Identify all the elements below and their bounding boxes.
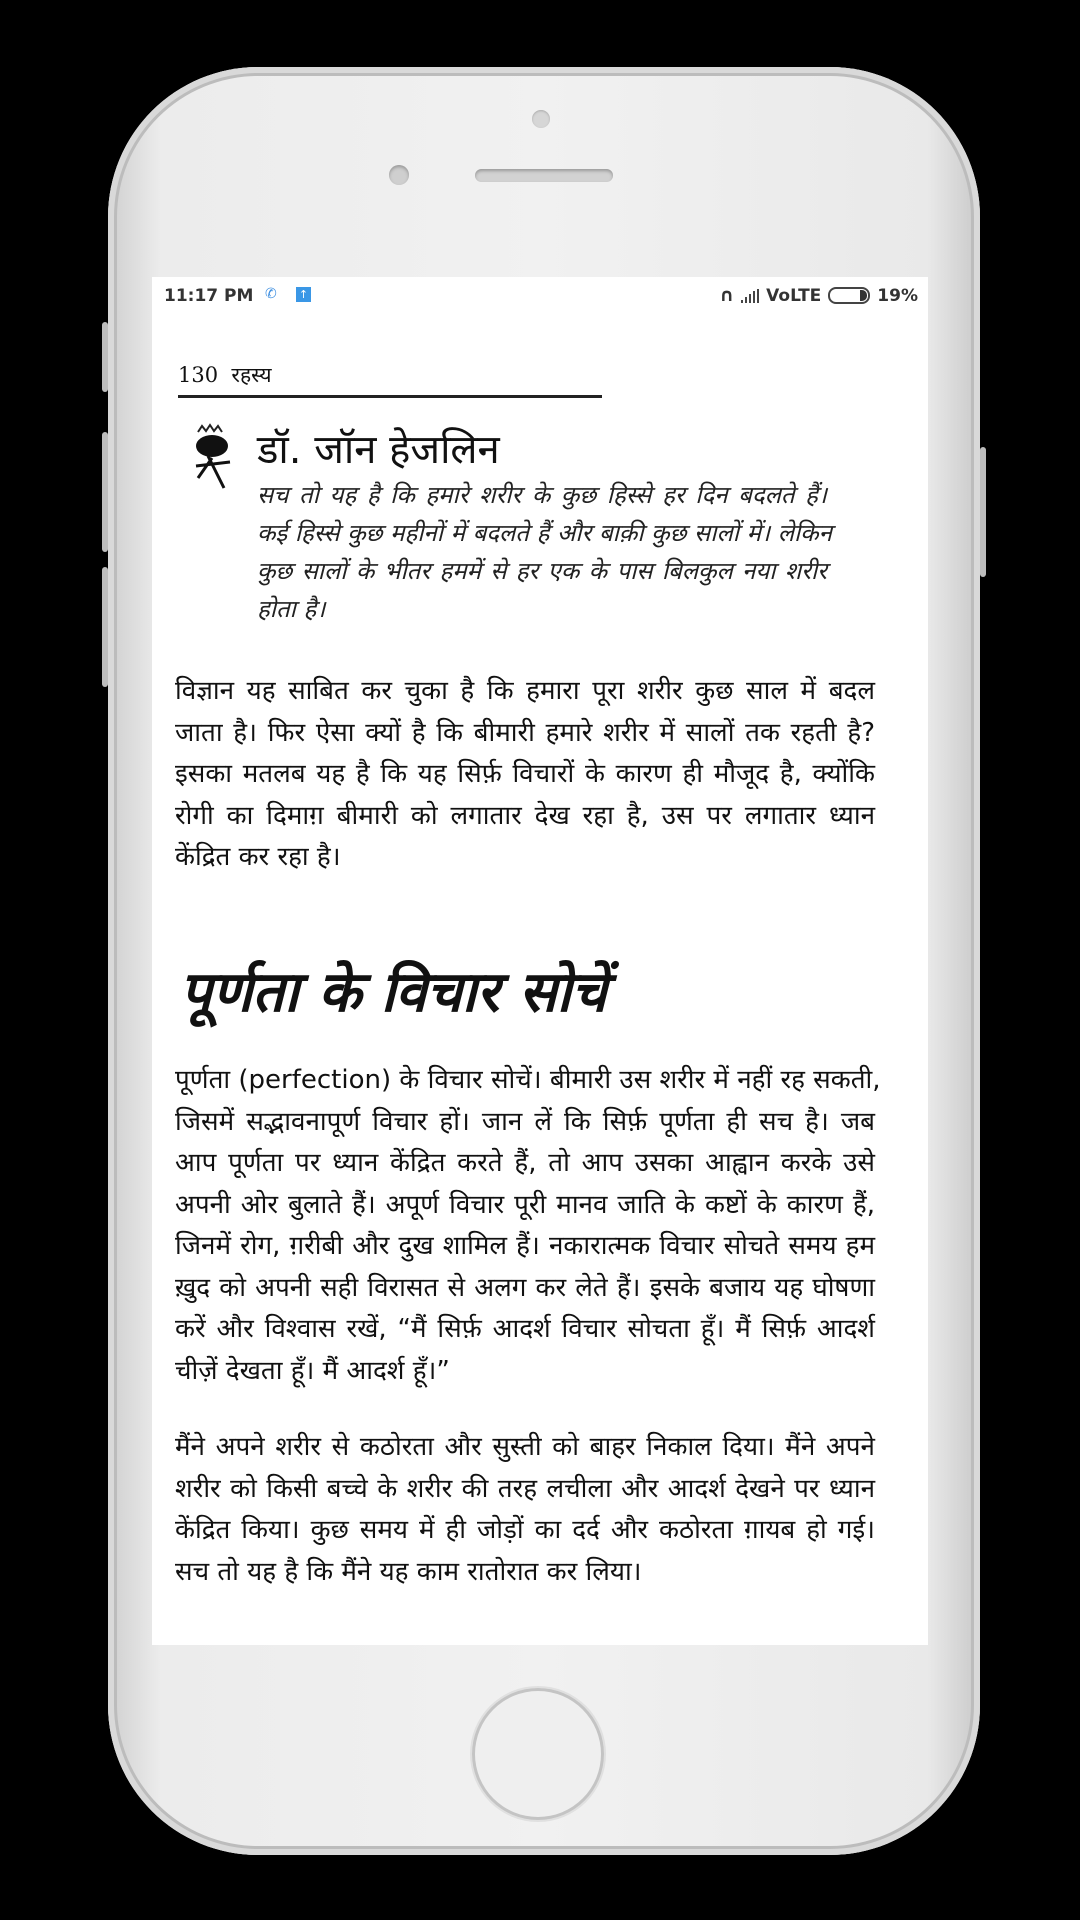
text-line: करें और विश्वास रखें, “मैं सिर्फ़ आदर्श विचार सोचता हूँ। मैं सिर्फ़ आदर्श: [175, 1314, 875, 1344]
quote-line: सच तो यह है कि हमारे शरीर के कुछ हिस्से हर दिन बदलते हैं।: [257, 481, 827, 509]
quote-line: कई हिस्से कुछ महीनों में बदलते हैं और बाक़ी कुछ सालों में। लेकिन: [257, 519, 832, 547]
text-line: केंद्रित कर रहा है।: [175, 842, 341, 872]
page-header: 130 रहस्य: [178, 363, 272, 387]
text-line: पूर्णता (perfection) के विचार सोचें। बीमारी उस शरीर में नहीं रह सकती,: [175, 1065, 881, 1095]
headphones-icon: ∩: [719, 285, 735, 306]
text-line: सच तो यह है कि मैंने यह काम रातोरात कर लिया।: [175, 1556, 642, 1587]
text-line: शरीर को किसी बच्चे के शरीर की तरह लचीला और आदर्श देखने पर ध्यान: [175, 1473, 875, 1504]
text-line: चीज़ें देखता हूँ। मैं आदर्श हूँ।”: [175, 1355, 450, 1386]
screen: [152, 277, 928, 1645]
volume-up-button: [102, 432, 108, 552]
paragraph-2: [175, 1060, 881, 1392]
text-line: विज्ञान यह साबित कर चुका है कि हमारा पूरा शरीर कुछ साल में बदल: [175, 676, 875, 706]
text-line: मैंने अपने शरीर से कठोरता और सुस्ती को बाहर निकाल दिया। मैंने अपने: [175, 1432, 875, 1462]
author-quote: [257, 476, 832, 628]
text-line: आप पूर्णता पर ध्यान केंद्रित करते हैं, तो आप उसका आह्वान करके उसे: [175, 1148, 875, 1178]
status-bar: [152, 277, 928, 313]
front-camera: [389, 165, 409, 185]
author-name: डॉ. जॉन हेजलिन: [257, 427, 500, 473]
quote-line: होता है।: [257, 595, 326, 623]
power-button: [980, 447, 986, 577]
upload-icon: ↑: [296, 287, 311, 302]
proximity-sensor: [532, 110, 550, 128]
text-line: जिसमें सद्भावनापूर्ण विचार हों। जान लें कि सिर्फ़ पूर्णता ही सच है। जब: [175, 1106, 875, 1137]
home-button[interactable]: [472, 1688, 604, 1820]
paragraph-1: [175, 671, 875, 879]
text-line: रोगी का दिमाग़ बीमारी को लगातार देख रहा है, उस पर लगातार ध्यान: [175, 800, 875, 831]
mute-switch: [102, 322, 108, 392]
text-line: इसका मतलब यह है कि यह सिर्फ़ विचारों के कारण ही मौजूद है, क्योंकि: [175, 759, 875, 789]
paragraph-3: [175, 1427, 875, 1593]
phone-call-icon: ✆: [265, 286, 277, 302]
text-line: अपनी ओर बुलाते हैं। अपूर्ण विचार पूरी मानव जाति के कष्टों के कारण हैं,: [175, 1189, 875, 1220]
battery-percent: 19%: [877, 285, 918, 306]
signal-icon: [741, 289, 759, 303]
network-type: VoLTE: [766, 285, 822, 306]
text-line: जिनमें रोग, ग़रीबी और दुख शामिल हैं। नकारात्मक विचार सोचते समय हम: [175, 1231, 875, 1261]
text-line: ख़ुद को अपनी सही विरासत से अलग कर लेते हैं। इसके बजाय यह घोषणा: [175, 1272, 875, 1303]
section-heading: पूर्णता के विचार सोचें: [180, 960, 607, 1025]
status-time: 11:17 PM: [164, 286, 254, 306]
text-line: जाता है। फिर ऐसा क्यों है कि बीमारी हमारे शरीर में सालों तक रहती है?: [175, 717, 875, 748]
battery-icon: [828, 287, 870, 304]
quote-line: कुछ सालों के भीतर हममें से हर एक के पास बिलकुल नया शरीर: [257, 557, 827, 585]
header-rule: [178, 395, 602, 398]
volume-down-button: [102, 567, 108, 687]
earpiece-speaker: [475, 169, 613, 182]
feather-pen-icon: [190, 422, 234, 492]
text-line: केंद्रित किया। कुछ समय में ही जोड़ों का दर्द और कठोरता ग़ायब हो गई।: [175, 1515, 875, 1545]
